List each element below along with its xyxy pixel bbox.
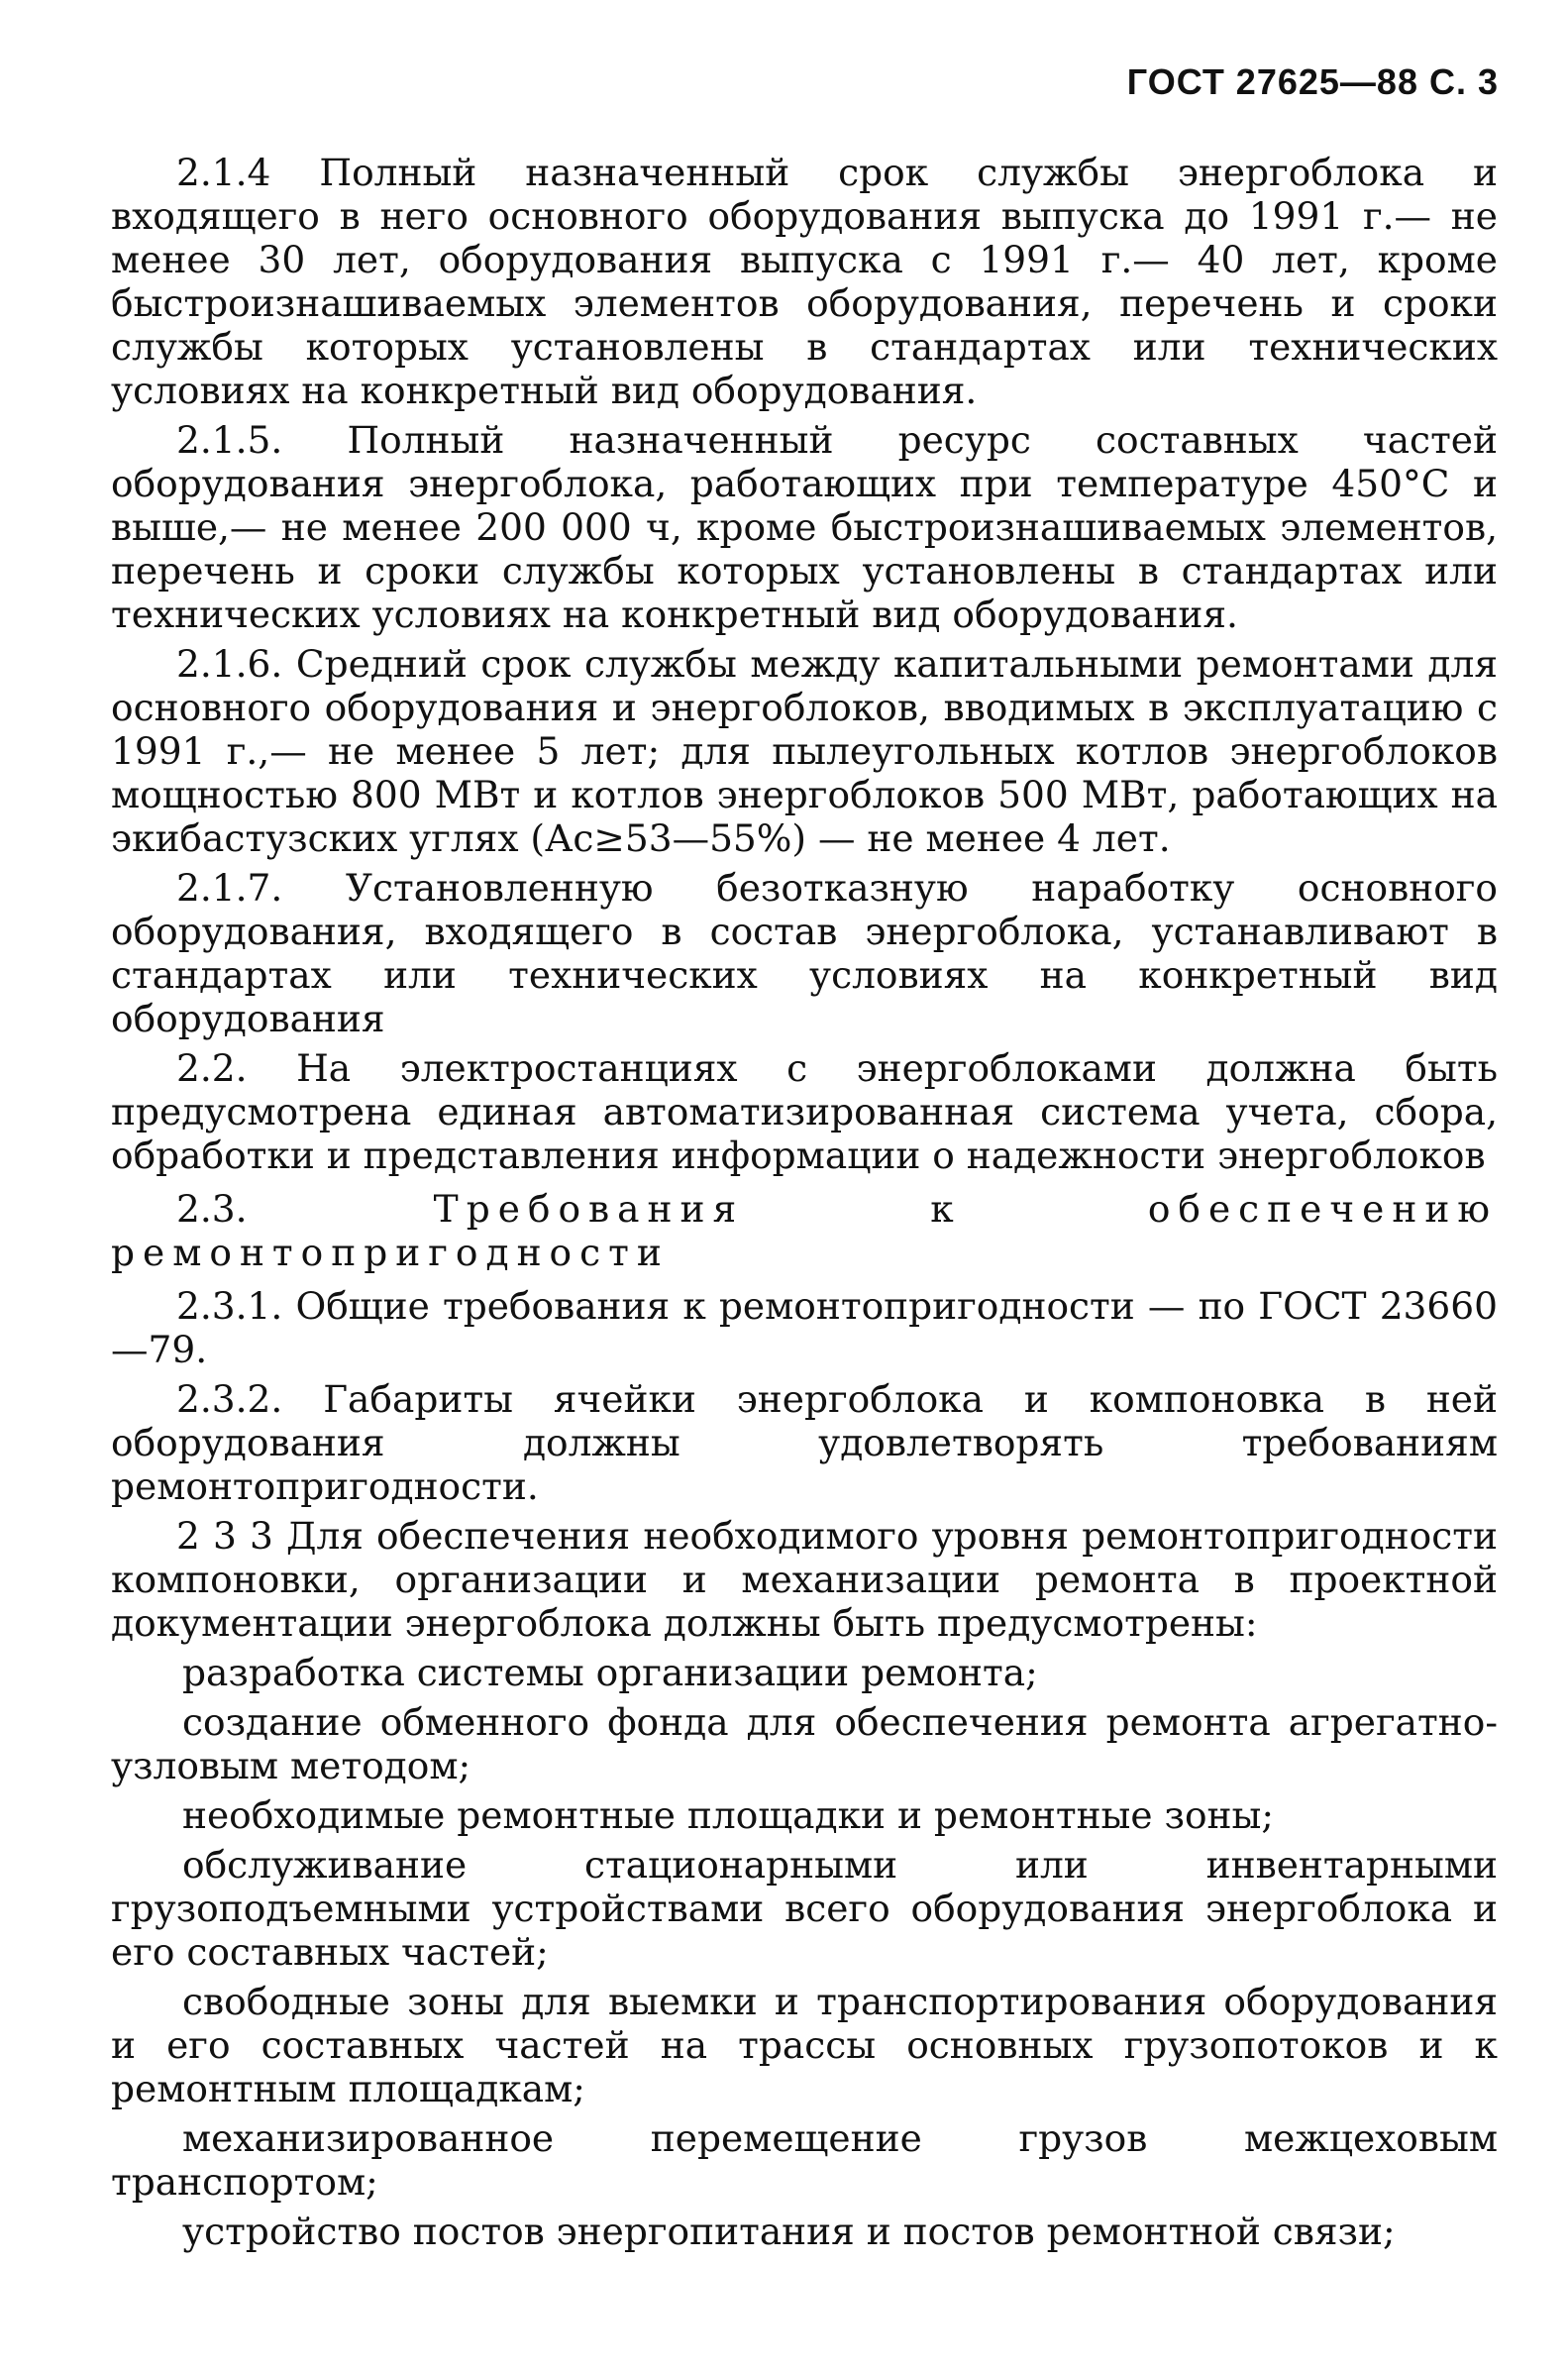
paragraph-2-3-3: 2 3 3 Для обеспечения необходимого уровня ремонтопригодности компоновки, организации и механизации ремонта в проектной документации энергоблока должны быть предусмотрены: — [111, 1514, 1498, 1645]
list-item: механизированное перемещение грузов межцеховым транспортом; — [111, 2116, 1498, 2204]
paragraph-2-3-2: 2.3.2. Габариты ячейки энергоблока и компоновка в ней оборудования должны удовлетворять требованиям ремонтопригодности. — [111, 1377, 1498, 1508]
list-item: создание обменного фонда для обеспечения ремонта агрегатно-узловым методом; — [111, 1700, 1498, 1787]
paragraph-2-1-7: 2.1.7. Установленную безотказную наработку основного оборудования, входящего в состав энергоблока, устанавливают в стандартах или технических условиях на конкретный вид оборудования — [111, 866, 1498, 1040]
paragraph-2-1-6: 2.1.6. Средний срок службы между капитальными ремонтами для основного оборудования и энергоблоков, вводимых в эксплуатацию с 1991 г.,— не менее 5 лет; для пылеугольных котлов энергоблоков мощностью 800 МВт и котлов энергоблоков 500 МВт, работающих на экибастузских углях (Ас≥53—55%) — не менее 4 лет. — [111, 642, 1498, 860]
page-header — [1127, 61, 1499, 103]
page-reference: ГОСТ 27625—88 С. 3 — [1126, 61, 1499, 102]
section-title-2-3 — [111, 1187, 1498, 1274]
section-number: 2.3. — [176, 1187, 248, 1231]
list-item: обслуживание стационарными или инвентарными грузоподъемными устройствами всего оборудования энергоблока и его составных частей; — [111, 1843, 1498, 1974]
paragraph-2-3-1: 2.3.1. Общие требования к ремонтопригодности — по ГОСТ 23660—79. — [111, 1284, 1498, 1371]
list-item: разработка системы организации ремонта; — [182, 1651, 1038, 1694]
paragraph-2-1-5: 2.1.5. Полный назначенный ресурс составных частей оборудования энергоблока, работающих при температуре 450°С и выше,— не менее 200 000 ч, кроме быстроизнашиваемых элементов, перечень и сроки службы которых установлены в стандартах или технических условиях на конкретный вид оборудования. — [111, 418, 1498, 636]
list-item: необходимые ремонтные площадки и ремонтные зоны; — [182, 1793, 1275, 1837]
document-body — [111, 151, 1498, 2259]
paragraph-2-1-4: 2.1.4 Полный назначенный срок службы энергоблока и входящего в него основного оборудования выпуска до 1991 г.— не менее 30 лет, оборудования выпуска с 1991 г.— 40 лет, кроме быстроизнашиваемых элементов оборудования, перечень и сроки службы которых установлены в стандартах или технических условиях на конкретный вид оборудования. — [111, 151, 1498, 412]
paragraph-2-2: 2.2. На электростанциях с энергоблоками должна быть предусмотрена единая автоматизированная система учета, сбора, обработки и представления информации о надежности энергоблоков — [111, 1046, 1498, 1177]
list-item: свободные зоны для выемки и транспортирования оборудования и его составных частей на трассы основных грузопотоков и к ремонтным площадкам; — [111, 1980, 1498, 2110]
section-title-text: Требования к обеспечению ремонтопригодности — [111, 1187, 1498, 1274]
list-item: устройство постов энергопитания и постов ремонтной связи; — [182, 2210, 1396, 2253]
